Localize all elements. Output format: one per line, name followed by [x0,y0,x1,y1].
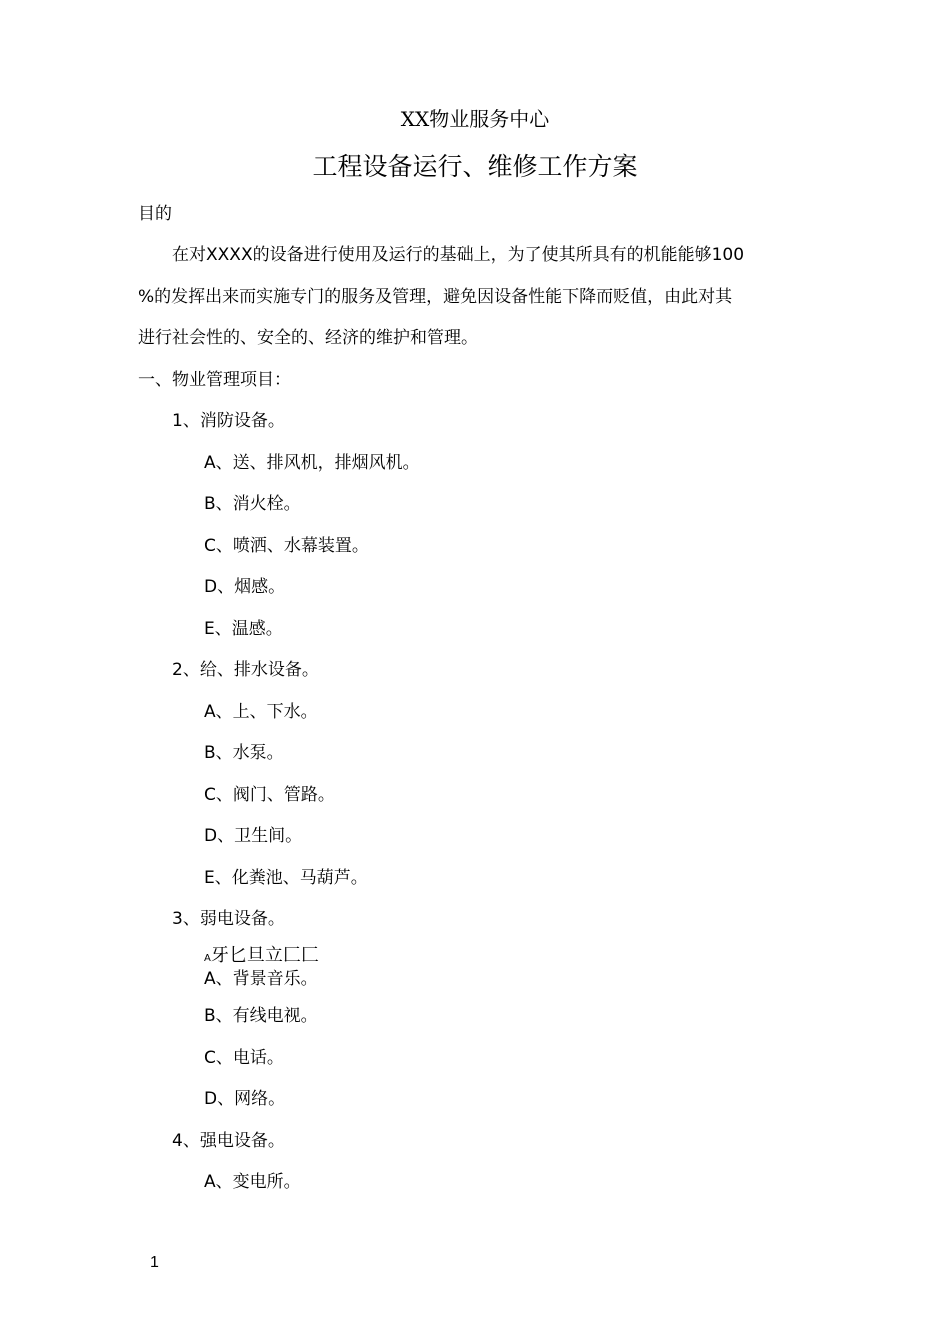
org-name: XX物业服务中心 [400,107,550,131]
list-item: A、变电所。 [204,1172,301,1192]
purpose-heading: 目的 [138,204,172,224]
purpose-line-1: 在对XXXX的设备进行使用及运行的基础上，为了使其所具有的机能能够100 [172,245,745,265]
list-item: B、水泵。 [204,743,284,763]
purpose-line-2: %的发挥出来而实施专门的服务及管理，避免因设备性能下降而贬值，由此对其 [138,287,733,307]
purpose-line-3: 进行社会性的、安全的、经济的维护和管理。 [138,328,478,348]
list-item: C、阀门、管路。 [204,785,335,805]
page-number: 1 [150,1254,159,1271]
list-item: D、卫生间。 [204,826,303,846]
garbled-glyphs: 牙匕旦立匚匚 [210,945,319,966]
list-item: A、背景音乐。 [204,969,318,989]
document-title: 工程设备运行、维修工作方案 [312,152,638,181]
list-item: E、温感。 [204,619,283,639]
list-item: E、化粪池、马葫芦。 [204,868,368,888]
garbled-small-letter: A [204,953,211,964]
group-label: 1、消防设备。 [172,411,285,431]
list-item: A、送、排风机，排烟风机。 [204,453,420,473]
group-label: 3、弱电设备。 [172,909,285,929]
list-item: B、消火栓。 [204,494,301,514]
list-item: B、有线电视。 [204,1006,318,1026]
section-heading: 一、物业管理项目： [138,370,291,390]
group-label: 4、强电设备。 [172,1131,285,1151]
list-item: C、电话。 [204,1048,284,1068]
list-item: D、网络。 [204,1089,286,1109]
list-item: C、喷洒、水幕装置。 [204,536,369,556]
list-item: A、上、下水。 [204,702,318,722]
group-label: 2、给、排水设备。 [172,660,319,680]
list-item: D、烟感。 [204,577,286,597]
